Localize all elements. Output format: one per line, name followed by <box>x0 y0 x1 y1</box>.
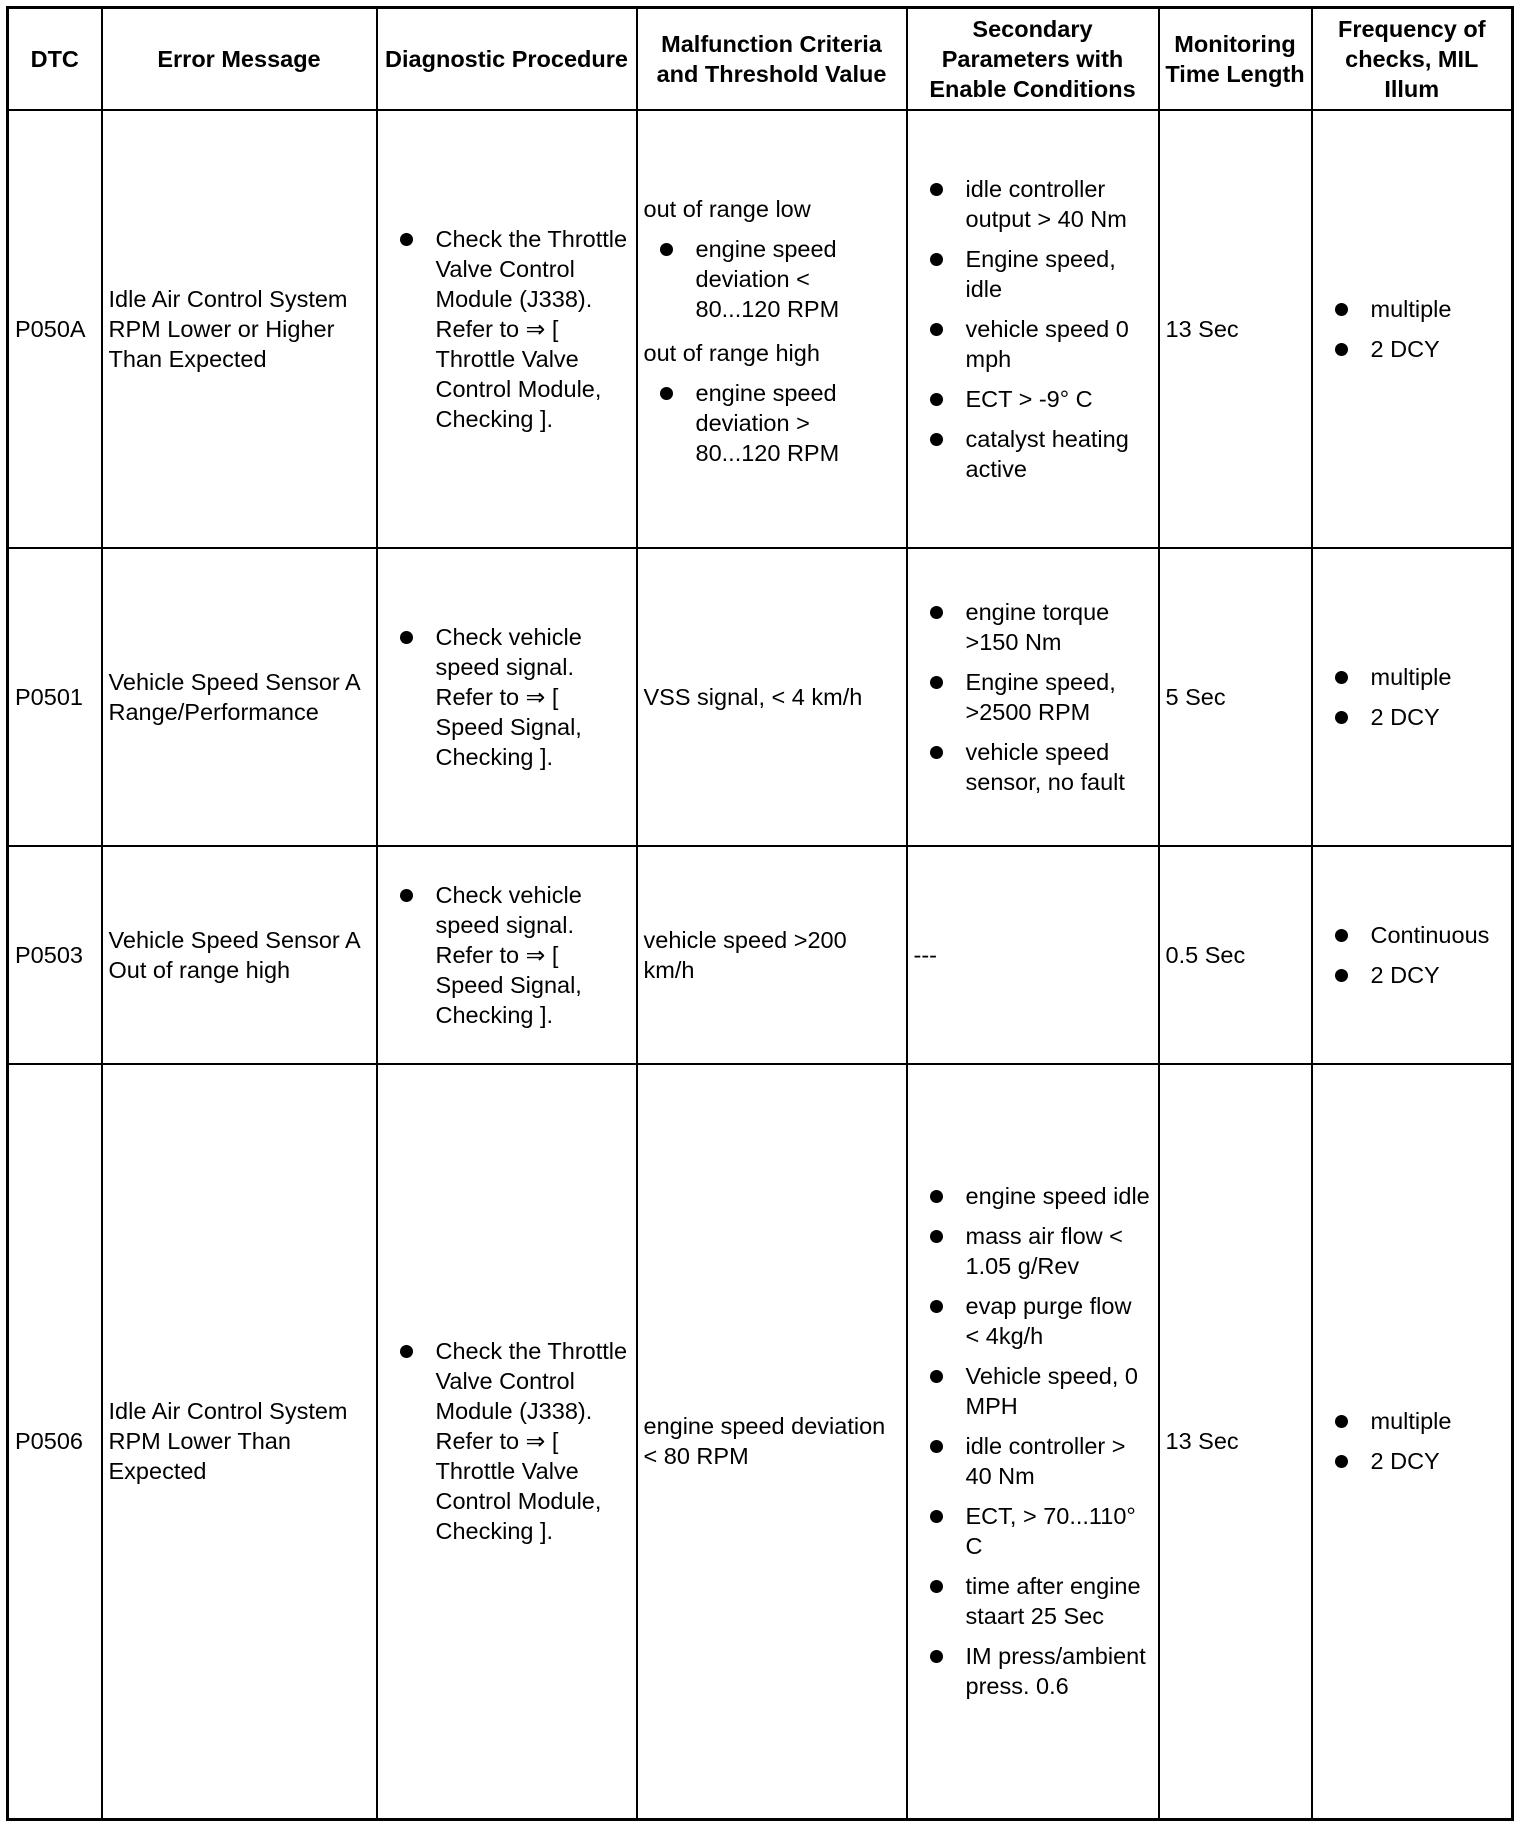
secondary-parameters <box>907 548 1159 846</box>
header-dtc: DTC <box>8 8 102 110</box>
secondary-item: idle controller output > 40 Nm <box>914 174 1152 234</box>
table-row <box>8 1064 1513 1820</box>
secondary-item: Vehicle speed, 0 MPH <box>914 1361 1152 1421</box>
procedure-item: Check vehicle speed signal. Refer to ⇒ [ Speed Signal, Checking ]. <box>384 622 630 772</box>
dtc-table <box>6 6 1514 1821</box>
error-message: Idle Air Control System RPM Lower Than Expected <box>102 1064 377 1820</box>
header-row <box>8 8 1513 110</box>
malfunction-criteria: vehicle speed >200 km/h <box>637 846 907 1064</box>
frequency-item: 2 DCY <box>1319 334 1506 364</box>
criteria-high-item: engine speed deviation > 80...120 RPM <box>644 378 900 468</box>
dtc-code: P0506 <box>8 1064 102 1820</box>
header-error-message: Error Message <box>102 8 377 110</box>
secondary-item: Engine speed, >2500 RPM <box>914 667 1152 727</box>
error-message: Vehicle Speed Sensor A Out of range high <box>102 846 377 1064</box>
table-row <box>8 846 1513 1064</box>
header-frequency: Frequency of checks, MIL Illum <box>1312 8 1513 110</box>
secondary-item: idle controller > 40 Nm <box>914 1431 1152 1491</box>
secondary-item: vehicle speed sensor, no fault <box>914 737 1152 797</box>
secondary-parameters <box>907 1064 1159 1820</box>
monitoring-time: 5 Sec <box>1159 548 1312 846</box>
frequency-item: multiple <box>1319 662 1506 692</box>
secondary-item: time after engine staart 25 Sec <box>914 1571 1152 1631</box>
monitoring-time: 13 Sec <box>1159 110 1312 548</box>
frequency-item: 2 DCY <box>1319 702 1506 732</box>
header-monitoring-time: Monitoring Time Length <box>1159 8 1312 110</box>
criteria-low-label: out of range low <box>643 195 811 222</box>
secondary-item: ECT, > 70...110° C <box>914 1501 1152 1561</box>
criteria-low-item: engine speed deviation < 80...120 RPM <box>644 234 900 324</box>
secondary-item: ECT > -9° C <box>914 384 1152 414</box>
header-diagnostic-procedure: Diagnostic Procedure <box>377 8 637 110</box>
frequency-item: 2 DCY <box>1319 1446 1506 1476</box>
malfunction-criteria: engine speed deviation < 80 RPM <box>637 1064 907 1820</box>
frequency <box>1312 846 1513 1064</box>
procedure-item: Check the Throttle Valve Control Module (J338). Refer to ⇒ [ Throttle Valve Control Module, Checking ]. <box>384 224 630 434</box>
header-malfunction-criteria: Malfunction Criteria and Threshold Value <box>637 8 907 110</box>
table-row <box>8 110 1513 548</box>
secondary-item: evap purge flow < 4kg/h <box>914 1291 1152 1351</box>
malfunction-criteria <box>637 110 907 548</box>
diagnostic-procedure <box>377 110 637 548</box>
procedure-item: Check the Throttle Valve Control Module (J338). Refer to ⇒ [ Throttle Valve Control Module, Checking ]. <box>384 1336 630 1546</box>
diagnostic-procedure <box>377 548 637 846</box>
secondary-item: IM press/ambient press. 0.6 <box>914 1641 1152 1701</box>
criteria-high-label: out of range high <box>643 339 820 366</box>
dtc-code: P050A <box>8 110 102 548</box>
secondary-item: engine torque >150 Nm <box>914 597 1152 657</box>
frequency <box>1312 548 1513 846</box>
header-secondary-parameters: Secondary Parameters with Enable Conditions <box>907 8 1159 110</box>
secondary-item: vehicle speed 0 mph <box>914 314 1152 374</box>
frequency-item: Continuous <box>1319 920 1506 950</box>
secondary-parameters: --- <box>907 846 1159 1064</box>
monitoring-time: 0.5 Sec <box>1159 846 1312 1064</box>
diagnostic-procedure <box>377 1064 637 1820</box>
secondary-item: Engine speed, idle <box>914 244 1152 304</box>
dtc-code: P0503 <box>8 846 102 1064</box>
secondary-item: catalyst heating active <box>914 424 1152 484</box>
frequency <box>1312 110 1513 548</box>
procedure-item: Check vehicle speed signal. Refer to ⇒ [ Speed Signal, Checking ]. <box>384 880 630 1030</box>
frequency-item: multiple <box>1319 294 1506 324</box>
frequency-item: multiple <box>1319 1406 1506 1436</box>
frequency <box>1312 1064 1513 1820</box>
secondary-item: engine speed idle <box>914 1181 1152 1211</box>
table-row <box>8 548 1513 846</box>
error-message: Idle Air Control System RPM Lower or Higher Than Expected <box>102 110 377 548</box>
error-message: Vehicle Speed Sensor A Range/Performance <box>102 548 377 846</box>
monitoring-time: 13 Sec <box>1159 1064 1312 1820</box>
dtc-code: P0501 <box>8 548 102 846</box>
malfunction-criteria: VSS signal, < 4 km/h <box>637 548 907 846</box>
secondary-item: mass air flow < 1.05 g/Rev <box>914 1221 1152 1281</box>
frequency-item: 2 DCY <box>1319 960 1506 990</box>
diagnostic-procedure <box>377 846 637 1064</box>
secondary-parameters <box>907 110 1159 548</box>
